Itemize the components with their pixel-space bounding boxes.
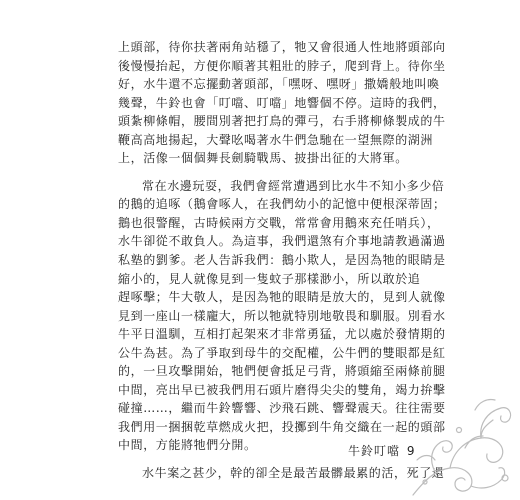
- text-line: 的鵝的追啄（鵝會啄人，在我們幼小的記憶中便根深蒂固；: [118, 197, 446, 212]
- text-line: 我們用一捆捆乾草燃成火把，投擲到牛角交織在一起的頭部: [118, 419, 446, 434]
- paragraph: [118, 177, 446, 455]
- text-line: 水牛卻從不敢負人。為這事，我們還煞有介事地請教過滿過: [118, 234, 446, 249]
- paragraph: [118, 38, 446, 168]
- text-line: 常在水邊玩耍，我們會經常遭遇到比水牛不知小多少倍: [142, 178, 445, 193]
- text-line: 趕啄擊；牛大敬人，是因為牠的眼睛是放大的，見到人就像: [118, 290, 446, 305]
- text-line: 見到一座山一樣龐大，所以牠就特別地敬畏和馴服。別看水: [118, 308, 446, 323]
- text-line: 上頭部，待你扶著兩角站穩了，牠又會很通人性地將頭部向: [118, 40, 446, 54]
- paragraph: [118, 464, 445, 483]
- text-line: 縮小的，見人就像見到一隻蚊子那樣渺小，所以敢於追: [118, 271, 421, 286]
- text-line: 的，一旦攻擊開始，牠們便會抵足弓背，將頭縮至兩條前腿: [118, 364, 446, 379]
- text-line: 私塾的劉爹。老人告訴我們：鵝小欺人，是因為牠的眼睛是: [118, 253, 446, 268]
- text-line: 好，水牛還不忘擺動著頭部，「嘿呀、嘿呀」撒嬌般地叫喚: [118, 77, 440, 92]
- text-line: 後慢慢抬起，方便你順著其粗壯的脖子，爬到背上。待你坐: [118, 58, 446, 73]
- text-line: 中間，方能將牠們分開。: [118, 438, 257, 453]
- text-line: 水牛案之甚少，幹的卻全是最苦最髒最累的活，死了還: [142, 466, 445, 481]
- page-number: 9: [406, 444, 416, 458]
- floral-swirl-icon: [405, 390, 515, 500]
- text-line: 碰撞……，繼而牛鈴響響、沙飛石跳、響聲震天。往往需要: [118, 401, 446, 416]
- text-line: 鞭高高地揚起，大聲吆喝著水牛們急馳在一望無際的湖洲: [118, 132, 434, 147]
- text-line: 頭紮柳條帽，腰間別著把打鳥的彈弓，右手將柳條製成的牛: [118, 114, 446, 129]
- text-line: 中間，亮出早已被我們用石頭片磨得尖尖的雙角，竭力拚擊: [118, 382, 446, 397]
- body-text: [118, 38, 446, 483]
- text-line: 牛平日溫馴，互相打起架來才非常勇猛，尤以處於發情期的: [118, 327, 446, 342]
- text-line: 鵝也很警醒，古時候兩方交戰，常常會用鵝來充任哨兵），: [118, 215, 440, 230]
- text-line: 公牛為甚。為了爭取到母牛的交配權，公牛們的雙眼都是紅: [118, 345, 446, 360]
- running-title: 牛鈴叮噹: [348, 444, 401, 458]
- text-line: 上，活像一個個舞長劍騎戰馬、披掛出征的大將軍。: [118, 151, 408, 166]
- text-line: 幾聲，牛鈴也會「叮噹、叮噹」地響個不停。這時的我們，: [118, 95, 446, 110]
